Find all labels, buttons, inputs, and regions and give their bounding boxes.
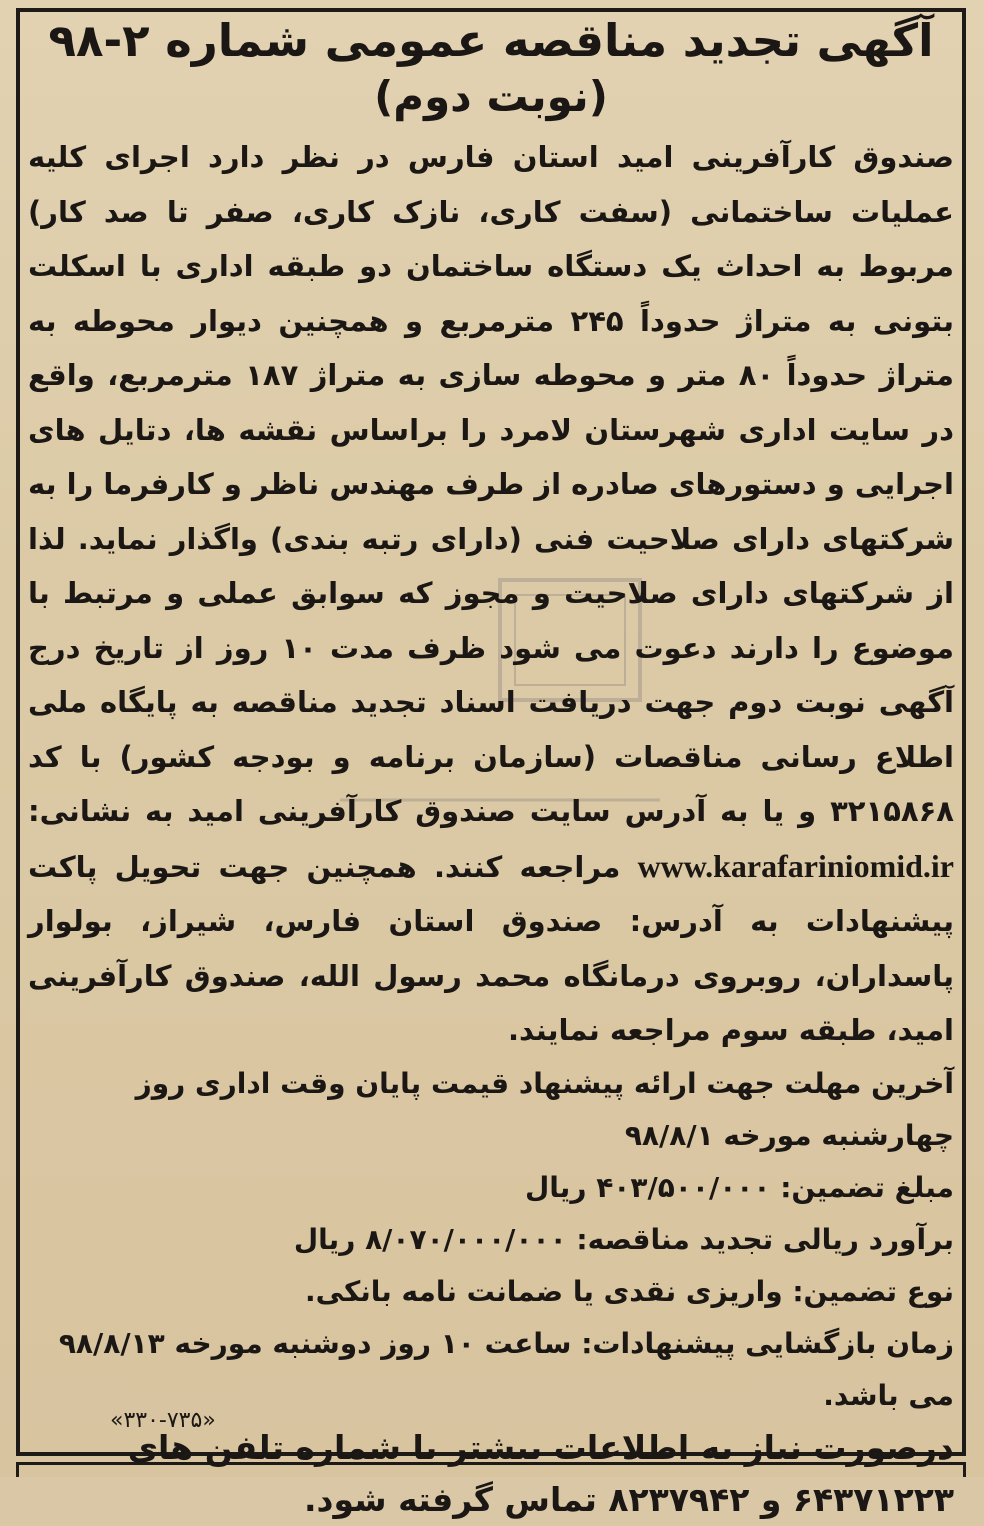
- notice-content: [28, 12, 954, 1526]
- website-link[interactable]: www.karafariniomid.ir: [637, 847, 954, 884]
- contact-info: درصورت نیاز به اطلاعات بیشتر با شماره تلفن های ۶۴۳۷۱۲۲۳ و ۸۲۳۷۹۴۲ تماس گرفته شود.: [127, 1427, 954, 1519]
- body-text-part-2: مراجعه کنند. همچنین جهت تحویل پاکت پیشنهادات به آدرس: صندوق استان فارس، شیراز، بولوار پاسداران، روبروی درمانگاه محمد رسول الله، صندوق کارآفرینی امید، طبقه سوم مراجعه نمایند.: [28, 849, 954, 1047]
- notice-subtitle: (نوبت دوم): [374, 72, 608, 121]
- tender-estimate: برآورد ریالی تجدید مناقصه: ۸/۰۷۰/۰۰۰/۰۰۰ ریال: [293, 1222, 954, 1256]
- ad-code: «۳۳۰-۷۳۵»: [110, 1408, 216, 1433]
- submission-deadline: آخرین مهلت جهت ارائه پیشنهاد قیمت پایان وقت اداری روز چهارشنبه مورخه ۹۸/۸/۱: [135, 1066, 954, 1152]
- bid-opening-time: زمان بازگشایی پیشنهادات: ساعت ۱۰ روز دوشنبه مورخه ۹۸/۸/۱۳ می باشد.: [58, 1326, 954, 1412]
- notice-body: [28, 130, 954, 1058]
- body-text-part-1: صندوق کارآفرینی امید استان فارس در نظر دارد اجرای کلیه عملیات ساختمانی (سفت کاری، نازک کاری، صفر تا صد کار) مربوط به احداث یک دستگاه ساختمان دو طبقه اداری با اسکلت بتونی به متراژ حدوداً ۲۴۵ مترمربع و همچنین دیوار محوطه به متراژ حدوداً ۸۰ متر و محوطه سازی به متراژ ۱۸۷ مترمربع، واقع در سایت اداری شهرستان لامرد را براساس نقشه ها، دتایل های اجرایی و دستورهای صادره از طرف مهندس ناظر و کارفرما را به شرکتهای دارای صلاحیت فنی (دارای رتبه بندی) واگذار نماید. لذا از شرکتهای دارای صلاحیت و مجوز که سوابق عملی و مرتبط با موضوع را دارند دعوت می شود ظرف مدت ۱۰ روز از تاریخ درج آگهی نوبت دوم جهت دریافت اسناد تجدید مناقصه به پایگاه ملی اطلاع رسانی مناقصات (سازمان برنامه و بودجه کشور) با کد ۳۲۱۵۸۶۸ و یا به آدرس سایت صندوق کارآفرینی امید به نشانی:: [28, 140, 955, 828]
- guarantee-type: نوع تضمین: واریزی نقدی یا ضمانت نامه بانکی.: [304, 1274, 954, 1308]
- notice-title: آگهی تجدید مناقصه عمومی شماره ۲-۹۸: [48, 14, 934, 67]
- guarantee-amount: مبلغ تضمین: ۴۰۳/۵۰۰/۰۰۰ ریال: [525, 1170, 954, 1204]
